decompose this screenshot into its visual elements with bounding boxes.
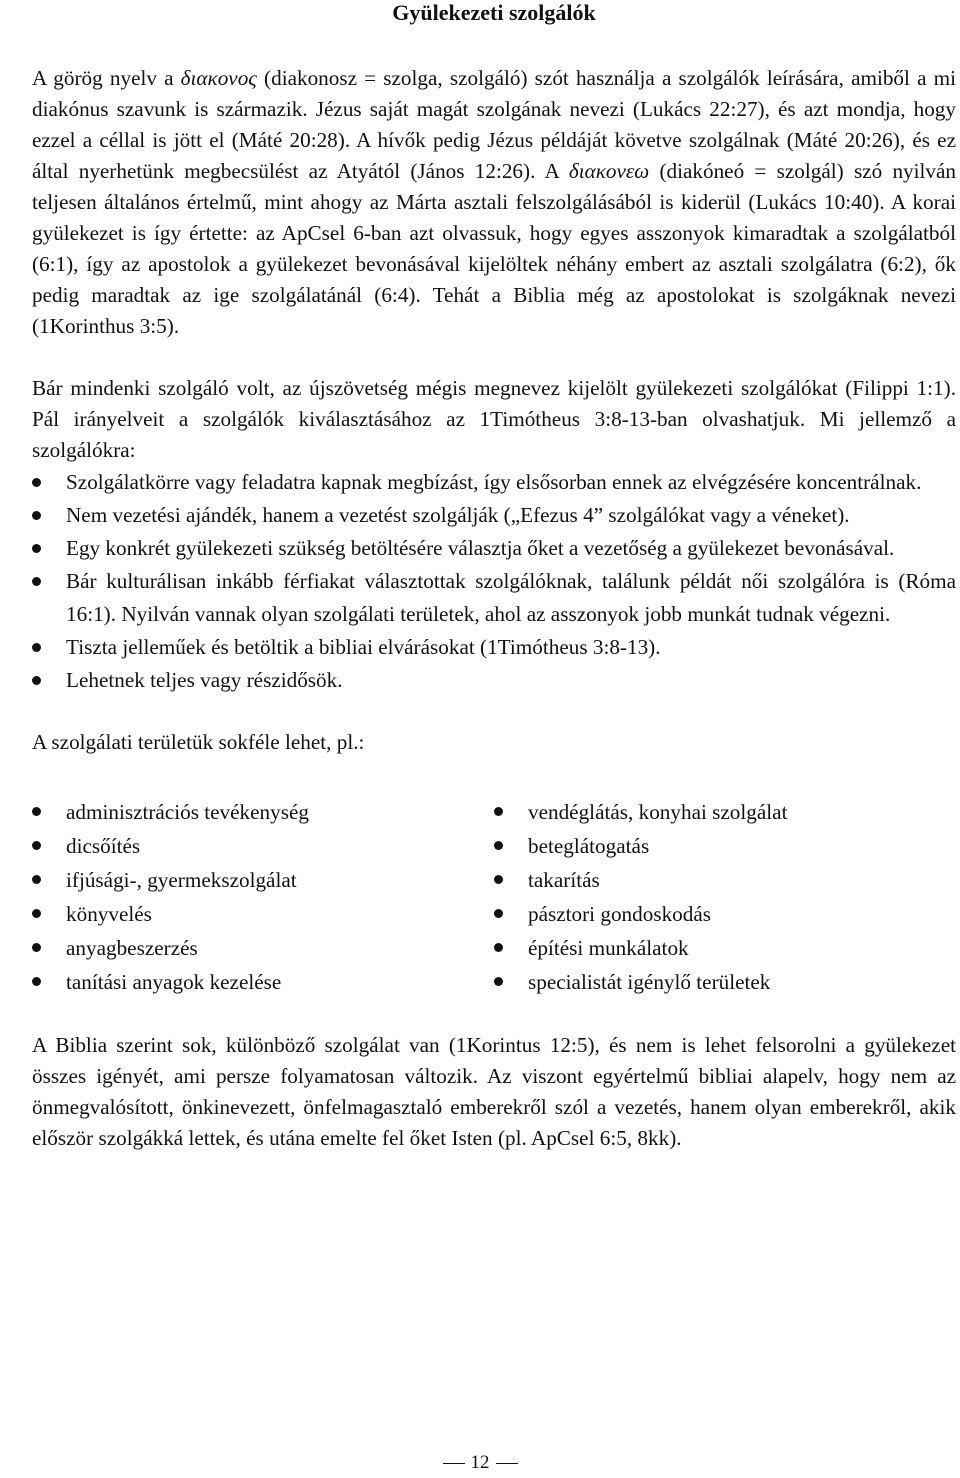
list-item-text: vendéglátás, konyhai szolgálat bbox=[528, 800, 788, 824]
list-item-text: Nem vezetési ajándék, hanem a vezetést szolgálják („Efezus 4” szolgálókat vagy a véneket). bbox=[66, 503, 850, 527]
bullet-icon bbox=[494, 977, 503, 986]
bullet-icon bbox=[32, 544, 41, 553]
list-item bbox=[32, 565, 956, 631]
list-item bbox=[32, 664, 956, 697]
greek-word-diakonos: διακονος bbox=[180, 66, 257, 90]
list-item-text: beteglátogatás bbox=[528, 834, 650, 858]
list-item-text: Lehetnek teljes vagy részidősök. bbox=[66, 668, 343, 692]
bullet-icon bbox=[494, 875, 503, 884]
servants-paragraph: Bár mindenki szolgáló volt, az újszövetség mégis megnevez kijelölt gyülekezeti szolgálókat (Filippi 1:1). Pál irányelveit a szolgálók kiválasztásához az 1Timótheus 3:8-13-ban olvashatjuk. Mi jellemző a szolgálókra: bbox=[32, 376, 956, 462]
list-item-text: Egy konkrét gyülekezeti szükség betöltésére választja őket a vezetőség a gyülekezet bevonásával. bbox=[66, 536, 895, 560]
list-item-text: ifjúsági-, gyermekszolgálat bbox=[66, 868, 297, 892]
document-page bbox=[32, 0, 956, 1154]
list-item bbox=[32, 931, 494, 965]
closing-paragraph: A Biblia szerint sok, különböző szolgálat van (1Korintus 12:5), és nem is lehet felsorolni a gyülekezet összes igényét, ami persze folyamatosan változik. Az viszont egyértelmű bibliai alapelv, hogy nem az önmegvalósított, önkinevezett, önfelmagasztaló emberekről szól a vezetés, hanem olyan emberekről, akik először szolgákká lettek, és utána emelte fel őket Isten (pl. ApCsel 6:5, 8kk). bbox=[32, 1033, 956, 1150]
intro-paragraph bbox=[32, 63, 956, 342]
service-areas-right-column bbox=[494, 795, 956, 999]
page-title: Gyülekezeti szolgálók bbox=[392, 0, 596, 25]
list-item bbox=[494, 863, 956, 897]
list-item-text: Szolgálatkörre vagy feladatra kapnak megbízást, így elsősorban ennek az elvégzésére koncentrálnak. bbox=[66, 470, 922, 494]
list-item-text: Bár kulturálisan inkább férfiakat választottak szolgálóknak, találunk példát női szolgálóra is (Róma 16:1). Nyilván vannak olyan szolgálati területek, ahol az asszonyok jobb munkát tudnak végezni. bbox=[66, 569, 956, 626]
bullet-icon bbox=[32, 909, 41, 918]
bullet-icon bbox=[494, 841, 503, 850]
list-item-text: építési munkálatok bbox=[528, 936, 689, 960]
bullet-icon bbox=[32, 977, 41, 986]
list-item-text: adminisztrációs tevékenység bbox=[66, 800, 309, 824]
intro-text-start: A görög nyelv a bbox=[32, 66, 181, 90]
bullet-icon bbox=[494, 807, 503, 816]
bullet-icon bbox=[32, 875, 41, 884]
bullet-icon bbox=[32, 643, 41, 652]
footer-dash-left bbox=[443, 1463, 465, 1464]
list-item-text: könyvelés bbox=[66, 902, 152, 926]
features-list bbox=[32, 466, 956, 697]
areas-intro-paragraph: A szolgálati területük sokféle lehet, pl.: bbox=[32, 730, 365, 754]
bullet-icon bbox=[32, 511, 41, 520]
list-item-text: specialistát igénylő területek bbox=[528, 970, 771, 994]
bullet-icon bbox=[32, 943, 41, 952]
list-item bbox=[494, 829, 956, 863]
list-item-text: anyagbeszerzés bbox=[66, 936, 198, 960]
list-item bbox=[494, 795, 956, 829]
bullet-icon bbox=[494, 909, 503, 918]
bullet-icon bbox=[32, 807, 41, 816]
list-item bbox=[32, 795, 494, 829]
list-item bbox=[32, 499, 956, 532]
list-item bbox=[32, 532, 956, 565]
bullet-icon bbox=[32, 841, 41, 850]
list-item bbox=[494, 897, 956, 931]
intro-text-middle: (diakonosz = szolga, szolgáló) szót használja a szolgálók leírására, amiből a mi diakónus szavunk is származik. Jézus saját magát szolgának nevezi (Lukács 22:27), és azt mondja, hogy ezzel a céllal is jött el (Máté 20:28). A hívők pedig Jézus példáját követve szolgálnak (Máté 20:26), és ez által nyerhetünk megbecsülést az Atyától (János 12:26). A bbox=[32, 66, 956, 183]
list-item-text: pásztori gondoskodás bbox=[528, 902, 712, 926]
page-number: 12 bbox=[470, 1452, 490, 1473]
list-item bbox=[494, 931, 956, 965]
list-item bbox=[494, 965, 956, 999]
bullet-icon bbox=[32, 577, 41, 586]
list-item-text: tanítási anyagok kezelése bbox=[66, 970, 282, 994]
service-areas bbox=[32, 795, 956, 999]
footer-dash-right bbox=[496, 1463, 518, 1464]
greek-word-diakoneo: διακονεω bbox=[568, 159, 650, 183]
list-item-text: dicsőítés bbox=[66, 834, 141, 858]
list-item bbox=[32, 863, 494, 897]
list-item bbox=[32, 965, 494, 999]
intro-text-end: (diakóneó = szolgál) szó nyilván teljesen általános értelmű, mint ahogy az Márta asztali felszolgálásából is kiderül (Lukács 10:40). A korai gyülekezet is így értette: az ApCsel 6-ban azt olvassuk, hogy egyes asszonyok kimaradtak a szolgálatból (6:1), így az apostolok a gyülekezet bevonásával kijelöltek néhány embert az asztali szolgálatra (6:2), ők pedig maradtak az ige szolgálatánál (6:4). Tehát a Biblia még az apostolokat is szolgáknak nevezi (1Korinthus 3:5). bbox=[32, 159, 956, 338]
bullet-icon bbox=[32, 478, 41, 487]
bullet-icon bbox=[32, 676, 41, 685]
list-item-text: takarítás bbox=[528, 868, 600, 892]
bullet-icon bbox=[494, 943, 503, 952]
page-footer bbox=[0, 1452, 960, 1474]
list-item bbox=[32, 897, 494, 931]
list-item-text: Tiszta jelleműek és betöltik a bibliai elvárásokat (1Timótheus 3:8-13). bbox=[66, 635, 661, 659]
service-areas-left-column bbox=[32, 795, 494, 999]
list-item bbox=[32, 829, 494, 863]
list-item bbox=[32, 631, 956, 664]
list-item bbox=[32, 466, 956, 499]
